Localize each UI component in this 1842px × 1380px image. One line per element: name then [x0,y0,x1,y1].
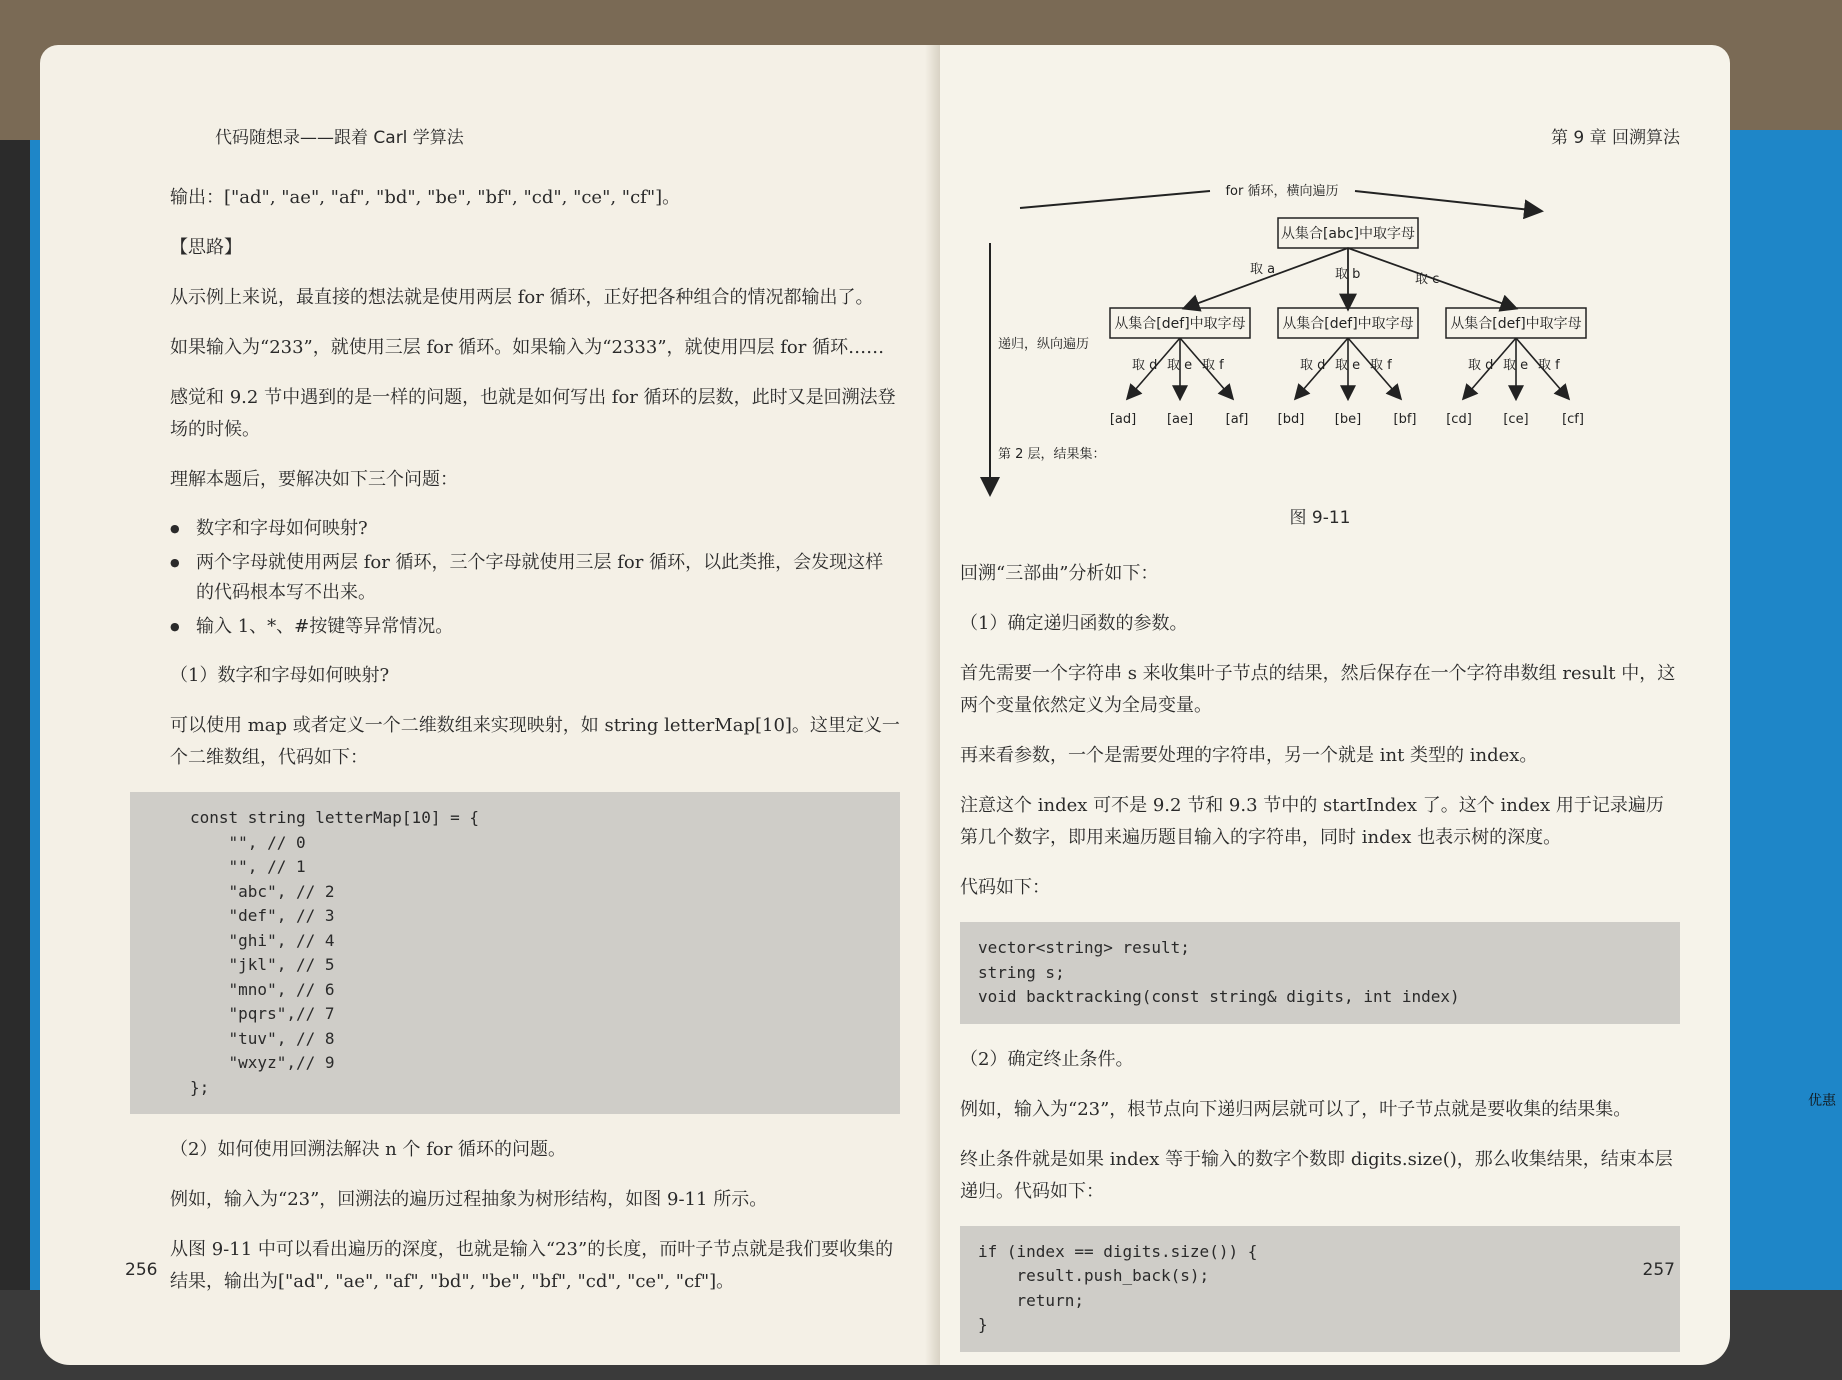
edge-label-f: 取 f [1370,358,1392,373]
paragraph: 终止条件就是如果 index 等于输入的数字个数即 digits.size()，那么收集结果，结束本层递归。代码如下： [960,1148,1673,1202]
leaf-node: [bf] [1393,412,1417,427]
paragraph: 从示例上来说，最直接的想法就是使用两层 for 循环，正好把各种组合的情况都输出了。 [170,287,874,308]
figure-caption: 图 9-11 [1289,508,1351,528]
question-heading: （1）数字和字母如何映射? [170,665,390,686]
leaf-node: [af] [1225,412,1249,427]
child-node: 从集合[def]中取字母 [1282,316,1414,332]
paragraph: 注意这个 index 可不是 9.2 节和 9.3 节中的 startIndex 了。这个 index 用于记录遍历第几个数字，即用来遍历题目输入的字符串，同时 index 也表示树的深度。 [960,795,1664,848]
edge-label-f: 取 f [1538,358,1560,373]
bullet-list [170,514,900,642]
branch-edge [1185,248,1348,308]
bullet-item: ● 输入 1、*、#按键等异常情况。 [170,612,900,642]
leaf-node: [ad] [1109,412,1137,427]
paragraph: 代码如下： [960,877,1050,898]
running-head-left: 代码随想录——跟着 Carl 学算法 [215,128,464,148]
backtracking-tree-diagram [960,173,1680,503]
branch-label: 取 c [1415,272,1440,287]
edge-label-d: 取 d [1132,358,1158,373]
horizontal-label: for 循环，横向遍历 [1225,184,1339,199]
bullet-item: ● 两个字母就使用两层 for 循环，三个字母就使用三层 for 循环，以此类推，会发现这样的代码根本写不出来。 [170,548,900,608]
leaf-node: [bd] [1277,412,1305,427]
edge-label-f: 取 f [1202,358,1224,373]
edge-label-d: 取 d [1300,358,1326,373]
paragraph: 例如，输入为“23”，根节点向下递归两层就可以了，叶子节点就是要收集的结果集。 [960,1098,1632,1120]
level-label: 第 2 层，结果集： [998,447,1106,462]
page-number-left: 256 [125,1260,158,1280]
output-line: 输出：["ad", "ae", "af", "bd", "be", "bf", "cd", "ce", "cf"]。 [170,187,681,208]
bullet-item: ● 数字和字母如何映射? [170,514,900,544]
edge-label-e: 取 e [1335,358,1361,373]
leaf-node: [ce] [1503,412,1529,427]
code-block-termination: if (index == digits.size()) { result.push_back(s); return; } [960,1226,1680,1352]
right-page [940,45,1730,1365]
leaf-node: [cf] [1562,412,1584,427]
root-node: 从集合[abc]中取字母 [1280,226,1416,242]
edge-label-d: 取 d [1468,358,1494,373]
question-heading: （2）如何使用回溯法解决 n 个 for 循环的问题。 [170,1139,567,1160]
paragraph: 回溯“三部曲”分析如下： [960,563,1159,584]
cover-edge-text: 优惠 [1808,1093,1836,1109]
edge-label-e: 取 e [1503,358,1529,373]
paragraph: 如果输入为“233”，就使用三层 for 循环。如果输入为“2333”，就使用四层 for 循环…… [170,337,885,358]
leaf-node: [be] [1334,412,1362,427]
paragraph: 例如，输入为“23”，回溯法的遍历过程抽象为树形结构，如图 9-11 所示。 [170,1189,768,1210]
running-head-right: 第 9 章 回溯算法 [1550,128,1680,148]
paragraph: 理解本题后，要解决如下三个问题： [170,469,458,490]
vertical-label: 递归，纵向遍历 [998,337,1090,352]
paragraph: 从图 9-11 中可以看出遍历的深度，也就是输入“23”的长度，而叶子节点就是我们要收集的结果，输出为["ad", "ae", "af", "bd", "be", "bf", "cd", "ce", "cf"]。 [170,1239,894,1292]
leaf-node: [cd] [1446,412,1472,427]
step-heading: （1）确定递归函数的参数。 [960,613,1188,634]
left-page [40,45,940,1365]
step-heading: （2）确定终止条件。 [960,1048,1134,1070]
child-node: 从集合[def]中取字母 [1450,316,1582,332]
edge-label-e: 取 e [1167,358,1193,373]
paragraph: 感觉和 9.2 节中遇到的是一样的问题，也就是如何写出 for 循环的层数，此时又是回溯法登场的时候。 [170,387,896,440]
paragraph: 可以使用 map 或者定义一个二维数组来实现映射，如 string letterMap[10]。这里定义一个二维数组，代码如下： [170,715,900,768]
page-number-right: 257 [1642,1260,1675,1280]
section-tag: 【思路】 [170,237,242,258]
paragraph: 首先需要一个字符串 s 来收集叶子节点的结果，然后保存在一个字符串数组 result 中，这两个变量依然定义为全局变量。 [960,663,1676,716]
code-block-signature: vector<string> result; string s; void backtracking(const string& digits, int index) [960,922,1680,1024]
paragraph: 再来看参数，一个是需要处理的字符串，另一个就是 int 类型的 index。 [960,745,1538,766]
child-node: 从集合[def]中取字母 [1114,316,1246,332]
branch-label: 取 a [1250,262,1276,277]
code-block-lettermap: const string letterMap[10] = { "", // 0 "", // 1 "abc", // 2 "def", // 3 "ghi", // 4 "jkl", // 5 "mno", // 6 "pqrs",// 7 "tuv", // 8 "wxyz",// 9 }; [130,792,900,1114]
branch-label: 取 b [1335,267,1361,282]
horizontal-arrow-line [1020,191,1210,208]
horizontal-arrow-head [1355,191,1540,211]
leaf-node: [ae] [1166,412,1194,427]
